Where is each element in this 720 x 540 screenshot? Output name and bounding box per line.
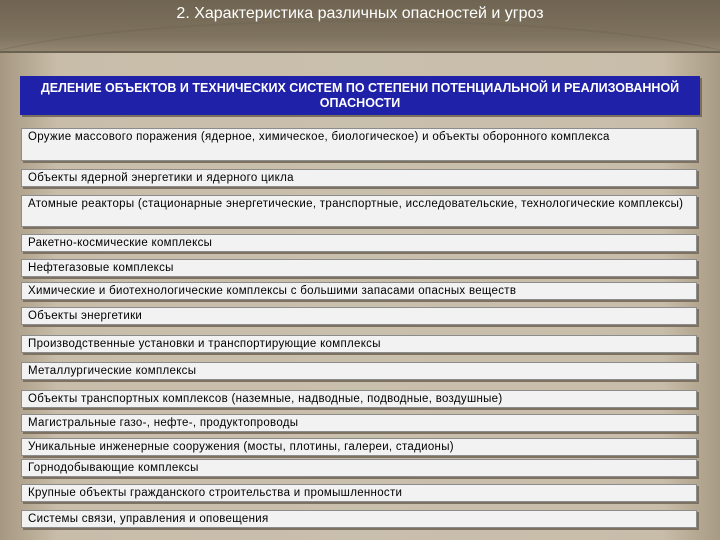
section-header: ДЕЛЕНИЕ ОБЪЕКТОВ И ТЕХНИЧЕСКИХ СИСТЕМ ПО СТЕПЕНИ ПОТЕНЦИАЛЬНОЙ И РЕАЛИЗОВАННОЙ ОПАСНОСТИ bbox=[20, 76, 700, 115]
list-item: Уникальные инженерные сооружения (мосты, плотины, галереи, стадионы) bbox=[21, 438, 697, 456]
list-item: Горнодобывающие комплексы bbox=[21, 459, 697, 477]
list-item: Производственные установки и транспортирующие комплексы bbox=[21, 335, 697, 353]
list-item: Химические и биотехнологические комплексы с большими запасами опасных веществ bbox=[21, 282, 697, 300]
list-item: Системы связи, управления и оповещения bbox=[21, 510, 697, 528]
list-item: Атомные реакторы (стационарные энергетические, транспортные, исследовательские, технологические комплексы) bbox=[21, 195, 697, 227]
list-item: Ракетно-космические комплексы bbox=[21, 234, 697, 252]
list-item: Крупные объекты гражданского строительства и промышленности bbox=[21, 484, 697, 502]
list-item: Объекты энергетики bbox=[21, 307, 697, 325]
slide-title: 2. Характеристика различных опасностей и угроз bbox=[176, 5, 544, 22]
list-item: Объекты ядерной энергетики и ядерного цикла bbox=[21, 169, 697, 187]
list-item: Магистральные газо-, нефте-, продуктопроводы bbox=[21, 414, 697, 432]
list-item: Оружие массового поражения (ядерное, химическое, биологическое) и объекты оборонного комплекса bbox=[21, 128, 697, 161]
list-item: Металлургические комплексы bbox=[21, 362, 697, 380]
list-item: Объекты транспортных комплексов (наземные, надводные, подводные, воздушные) bbox=[21, 390, 697, 408]
list-item: Нефтегазовые комплексы bbox=[21, 259, 697, 277]
